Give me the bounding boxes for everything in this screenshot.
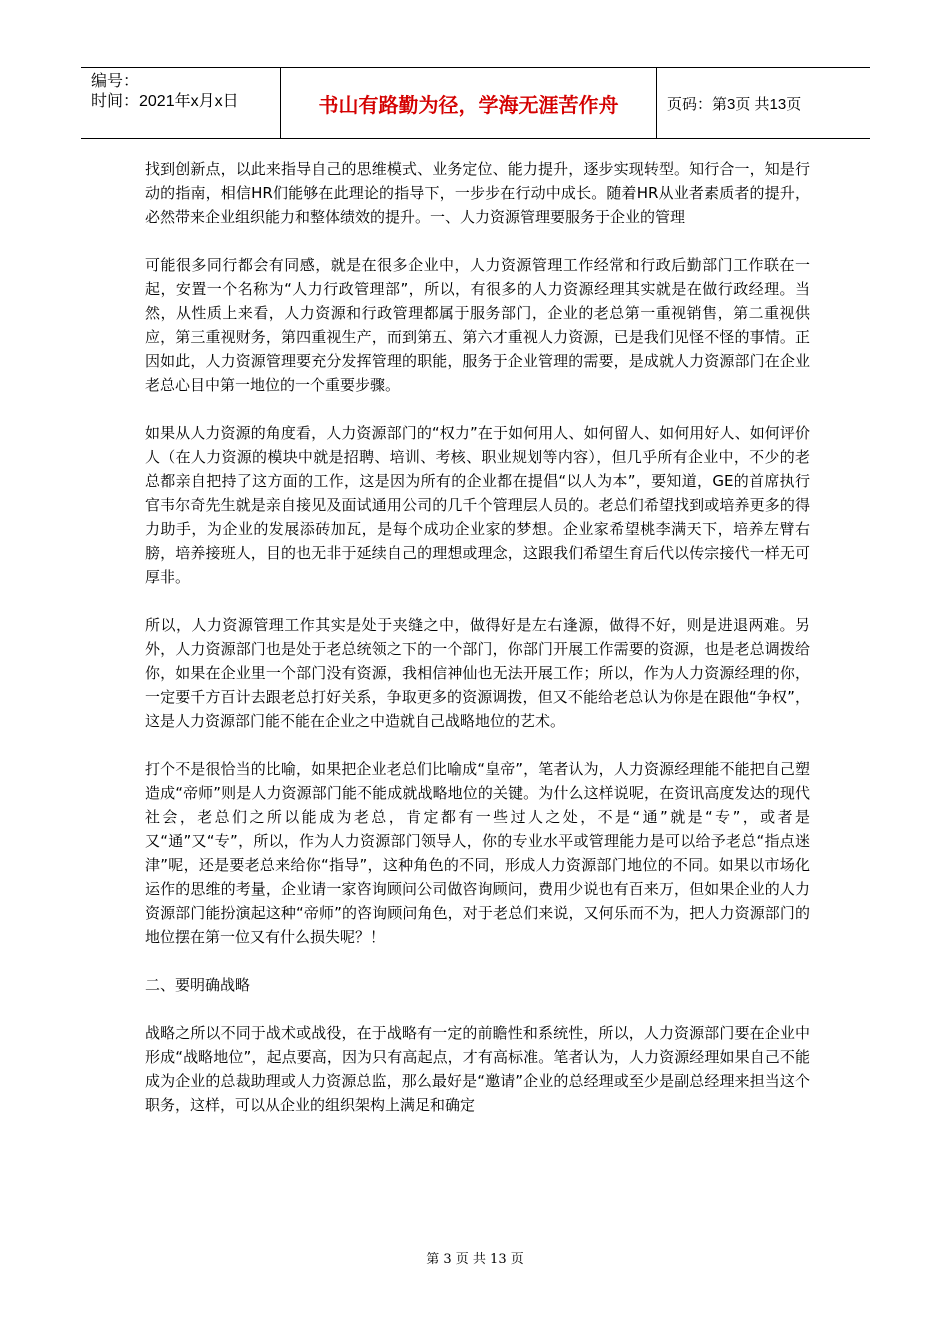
header-page-code: 页码：第3页 共13页	[667, 95, 802, 113]
header-divider	[656, 68, 657, 138]
page-header	[81, 67, 870, 139]
paragraph: 找到创新点，以此来指导自己的思维模式、业务定位、能力提升，逐步实现转型。知行合一，知是行动的指南，相信HR们能够在此理论的指导下，一步步在行动中成长。随着HR从业者素质者的提升，必然带来企业组织能力和整体绩效的提升。一、人力资源管理要服务于企业的管理	[145, 160, 810, 226]
header-motto: 书山有路勤为径，学海无涯苦作舟	[318, 92, 619, 117]
document-body	[145, 157, 810, 1141]
document-number-label: 编号：	[91, 73, 140, 90]
paragraph: 所以，人力资源管理工作其实是处于夹缝之中，做得好是左右逢源，做得不好，则是进退两难。另外，人力资源部门也是处于老总统领之下的一个部门，你部门开展工作需要的资源，也是老总调拨给你，如果在企业里一个部门没有资源，我相信神仙也无法开展工作；所以，作为人力资源经理的你，一定要千方百计去跟老总打好关系，争取更多的资源调拨，但又不能给老总认为你是在跟他“争权”，这是人力资源部门能不能在企业之中造就自己战略地位的艺术。	[145, 616, 810, 730]
document-time: 时间：2021年x月x日	[91, 93, 239, 110]
section-heading: 二、要明确战略	[145, 976, 251, 994]
header-meta	[91, 72, 277, 112]
paragraph: 打个不是很恰当的比喻，如果把企业老总们比喻成“皇帝”，笔者认为，人力资源经理能不能把自己塑造成“帝师”则是人力资源部门能不能成就战略地位的关键。为什么这样说呢，在资讯高度发达的现代社会，老总们之所以能成为老总，肯定都有一些过人之处，不是“通”就是“专”，或者是又“通”又“专”，所以，作为人力资源部门领导人，你的专业水平或管理能力是可以给予老总“指点迷津”呢，还是要老总来给你“指导”，这种角色的不同，形成人力资源部门地位的不同。如果以市场化运作的思维的考量，企业请一家咨询顾问公司做咨询顾问，费用少说也有百来万，但如果企业的人力资源部门能扮演起这种“帝师”的咨询顾问角色，对于老总们来说，又何乐而不为，把人力资源部门的地位摆在第一位又有什么损失呢？！	[145, 760, 810, 946]
paragraph: 可能很多同行都会有同感，就是在很多企业中，人力资源管理工作经常和行政后勤部门工作联在一起，安置一个名称为“人力行政管理部”，所以，有很多的人力资源经理其实就是在做行政经理。当然，从性质上来看，人力资源和行政管理都属于服务部门，企业的老总第一重视销售，第二重视供应，第三重视财务，第四重视生产，而到第五、第六才重视人力资源，已是我们见怪不怪的事情。正因如此，人力资源管理要充分发挥管理的职能，服务于企业管理的需要，是成就人力资源部门在企业老总心目中第一地位的一个重要步骤。	[145, 256, 810, 394]
page-footer: 第 3 页 共 13 页	[426, 1252, 524, 1267]
paragraph: 如果从人力资源的角度看，人力资源部门的“权力”在于如何用人、如何留人、如何用好人、如何评价人（在人力资源的模块中就是招聘、培训、考核、职业规划等内容），但几乎所有企业中，不少的老总都亲自把持了这方面的工作，这是因为所有的企业都在提倡“以人为本”，要知道，GE的首席执行官韦尔奇先生就是亲自接见及面试通用公司的几千个管理层人员的。老总们希望找到或培养更多的得力助手，为企业的发展添砖加瓦，是每个成功企业家的梦想。企业家希望桃李满天下，培养左臂右膀，培养接班人，目的也无非于延续自己的理想或理念，这跟我们希望生育后代以传宗接代一样无可厚非。	[145, 424, 810, 586]
paragraph: 战略之所以不同于战术或战役，在于战略有一定的前瞻性和系统性，所以，人力资源部门要在企业中形成“战略地位”，起点要高，因为只有高起点，才有高标准。笔者认为，人力资源经理如果自己不能成为企业的总裁助理或人力资源总监，那么最好是“邀请”企业的总经理或至少是副总经理来担当这个职务，这样，可以从企业的组织架构上满足和确定	[145, 1024, 810, 1114]
